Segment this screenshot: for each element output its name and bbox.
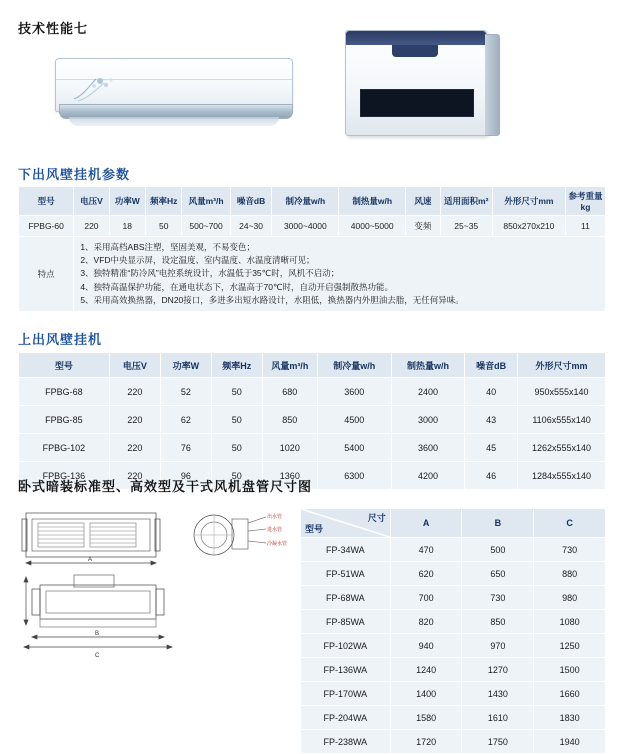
cell: 46 <box>465 462 518 490</box>
col-header: 功率W <box>161 353 212 378</box>
cell: 1262x555x140 <box>518 434 606 462</box>
table-row <box>19 216 606 237</box>
col-header: 制冷量w/h <box>317 353 391 378</box>
cell: FP-136WA <box>301 658 391 682</box>
cell: 850 <box>462 610 534 634</box>
pipe-label-outlet: 出水管 <box>267 514 283 520</box>
cell: 62 <box>161 406 212 434</box>
upflow-spec-table <box>18 352 606 490</box>
cell: 980 <box>534 586 606 610</box>
col-header: 型号 <box>19 353 110 378</box>
cell: 1940 <box>534 730 606 754</box>
drawing-svg <box>18 505 290 670</box>
cell: 3000 <box>391 406 465 434</box>
dimension-label-c: C <box>95 653 100 659</box>
feature-item: 4、独特高温保护功能，在通电状态下，水温高于70℃时，自动开启强制散热功能。 <box>80 281 394 292</box>
cell: FP-34WA <box>301 538 391 562</box>
cell: 4200 <box>391 462 465 490</box>
feature-item: 1、采用高档ABS注塑，坚固美观，不易变色； <box>80 242 256 252</box>
table-row <box>19 378 606 406</box>
table-row <box>301 538 606 562</box>
cell: 1400 <box>390 682 462 706</box>
cell: 24~30 <box>230 216 272 237</box>
cell: 50 <box>145 216 182 237</box>
cell: FP-51WA <box>301 562 391 586</box>
cell: 1830 <box>534 706 606 730</box>
cell: 1360 <box>262 462 317 490</box>
cell: 50 <box>211 378 262 406</box>
floor-unit-side-panel <box>485 34 500 136</box>
cell: 1020 <box>262 434 317 462</box>
cell: 52 <box>161 378 212 406</box>
cell: 1080 <box>534 610 606 634</box>
cell: FP-85WA <box>301 610 391 634</box>
cell: 3600 <box>391 434 465 462</box>
floor-unit-control-notch <box>392 45 438 57</box>
cell: 1106x555x140 <box>518 406 606 434</box>
col-header: 制热量w/h <box>391 353 465 378</box>
table-row <box>301 730 606 754</box>
dimension-table <box>300 508 606 754</box>
col-header: 外形尺寸mm <box>518 353 606 378</box>
cell: 880 <box>534 562 606 586</box>
cell: 1720 <box>390 730 462 754</box>
cell: 220 <box>109 378 160 406</box>
cell: FP-238WA <box>301 730 391 754</box>
col-header: A <box>390 509 462 538</box>
fan-coil-dimension-drawing <box>18 505 290 670</box>
feature-item: 2、VFD中央显示屏，设定温度、室内温度、水温度清晰可见； <box>80 255 315 266</box>
cell: 50 <box>211 406 262 434</box>
section-title-upflow: 上出风壁挂机 <box>18 332 103 347</box>
floor-unit-top-panel <box>346 31 486 45</box>
cell: 6300 <box>317 462 391 490</box>
cell: 40 <box>465 378 518 406</box>
cell: 25~35 <box>440 216 492 237</box>
cell: 45 <box>465 434 518 462</box>
cell: 4000~5000 <box>339 216 406 237</box>
cell: 3000~4000 <box>272 216 339 237</box>
table-row <box>301 562 606 586</box>
dimension-label-a: A <box>88 557 93 563</box>
corner-size-label: 尺寸 <box>367 513 386 523</box>
cell: 220 <box>109 462 160 490</box>
cell: 50 <box>211 462 262 490</box>
cell: 1580 <box>390 706 462 730</box>
cell: FP-102WA <box>301 634 391 658</box>
pipe-label-inlet: 进水管 <box>267 527 283 533</box>
col-header: 制冷量w/h <box>272 187 339 216</box>
col-header: 频率Hz <box>211 353 262 378</box>
floor-unit-air-outlet <box>360 89 474 117</box>
table-row <box>301 682 606 706</box>
col-header: 参考重量kg <box>565 187 605 216</box>
floor-standing-unit-image <box>345 30 505 150</box>
col-header: 型号 <box>19 187 74 216</box>
cell: 220 <box>74 216 109 237</box>
cell: 220 <box>109 406 160 434</box>
cell: 970 <box>462 634 534 658</box>
col-header: B <box>462 509 534 538</box>
cell: 3600 <box>317 378 391 406</box>
cell: 11 <box>565 216 605 237</box>
table-row <box>19 434 606 462</box>
col-header: 噪音dB <box>465 353 518 378</box>
col-header: 频率Hz <box>145 187 182 216</box>
table-row <box>301 610 606 634</box>
table-row <box>301 634 606 658</box>
cell: 470 <box>390 538 462 562</box>
cell: 950x555x140 <box>518 378 606 406</box>
cell: FPBG-102 <box>19 434 110 462</box>
pipe-label-condensate: 冷凝水管 <box>267 541 288 547</box>
cell: 850x270x210 <box>492 216 565 237</box>
cell: 1750 <box>462 730 534 754</box>
table-header-row <box>19 187 606 216</box>
cell: 5400 <box>317 434 391 462</box>
cell: FP-204WA <box>301 706 391 730</box>
col-header: 功率W <box>109 187 145 216</box>
wall-unit-shadow <box>69 117 279 126</box>
cell: 730 <box>462 586 534 610</box>
table-row <box>19 406 606 434</box>
cell: 650 <box>462 562 534 586</box>
cell: 620 <box>390 562 462 586</box>
cell: 220 <box>109 434 160 462</box>
page-title: 技术性能七 <box>18 21 89 36</box>
col-header: 制热量w/h <box>339 187 406 216</box>
cell: 变频 <box>406 216 441 237</box>
col-header: 风量m³/h <box>182 187 230 216</box>
feature-item: 5、采用高效换热器，DN20接口，多进多出短水路设计，水阻低，换热器内外胆油去脂，无任何异味。 <box>80 294 464 305</box>
cell: 18 <box>109 216 145 237</box>
cell: 1430 <box>462 682 534 706</box>
col-header: 电压V <box>109 353 160 378</box>
cell: 2400 <box>391 378 465 406</box>
col-header: 外形尺寸mm <box>492 187 565 216</box>
cell: 76 <box>161 434 212 462</box>
cell: 1284x555x140 <box>518 462 606 490</box>
section-title-downflow: 下出风壁挂机参数 <box>18 167 131 182</box>
col-header: 适用面积m² <box>440 187 492 216</box>
cell: FPBG-136 <box>19 462 110 490</box>
cell: 1500 <box>534 658 606 682</box>
wall-mounted-unit-image <box>55 52 295 142</box>
cell: 4500 <box>317 406 391 434</box>
cell: 700 <box>390 586 462 610</box>
table-row <box>301 658 606 682</box>
cell: 1660 <box>534 682 606 706</box>
decor-flower-icon <box>70 75 130 105</box>
cell: 96 <box>161 462 212 490</box>
cell: FP-68WA <box>301 586 391 610</box>
cell: FPBG-85 <box>19 406 110 434</box>
features-row <box>19 237 606 312</box>
dimension-table-corner <box>301 509 391 538</box>
floor-unit-body <box>345 30 487 136</box>
corner-model-label: 型号 <box>305 524 324 534</box>
cell: 940 <box>390 634 462 658</box>
table-header-row <box>301 509 606 538</box>
cell: 820 <box>390 610 462 634</box>
cell: 1610 <box>462 706 534 730</box>
features-label: 特点 <box>19 237 74 312</box>
table-row <box>301 706 606 730</box>
cell: 500~700 <box>182 216 230 237</box>
feature-item: 3、独特精准“防冷风”电控系统设计，水温低于35℃时，风机不启动； <box>80 268 340 279</box>
col-header: 电压V <box>74 187 109 216</box>
col-header: 噪音dB <box>230 187 272 216</box>
table-row <box>301 586 606 610</box>
cell: 500 <box>462 538 534 562</box>
dimension-label-b: B <box>95 631 100 637</box>
table-header-row <box>19 353 606 378</box>
cell: 1250 <box>534 634 606 658</box>
cell: 1240 <box>390 658 462 682</box>
cell: FPBG-60 <box>19 216 74 237</box>
col-header: C <box>534 509 606 538</box>
cell: 1270 <box>462 658 534 682</box>
cell: 680 <box>262 378 317 406</box>
cell: FPBG-68 <box>19 378 110 406</box>
col-header: 风速 <box>406 187 441 216</box>
cell: 850 <box>262 406 317 434</box>
cell: 50 <box>211 434 262 462</box>
features-list <box>74 237 606 312</box>
cell: 43 <box>465 406 518 434</box>
cell: 730 <box>534 538 606 562</box>
cell: FP-170WA <box>301 682 391 706</box>
col-header: 风量m³/h <box>262 353 317 378</box>
section-title-dimension-drawing: 卧式暗装标准型、高效型及干式风机盘管尺寸图 <box>18 479 313 494</box>
downflow-spec-table <box>18 186 606 312</box>
